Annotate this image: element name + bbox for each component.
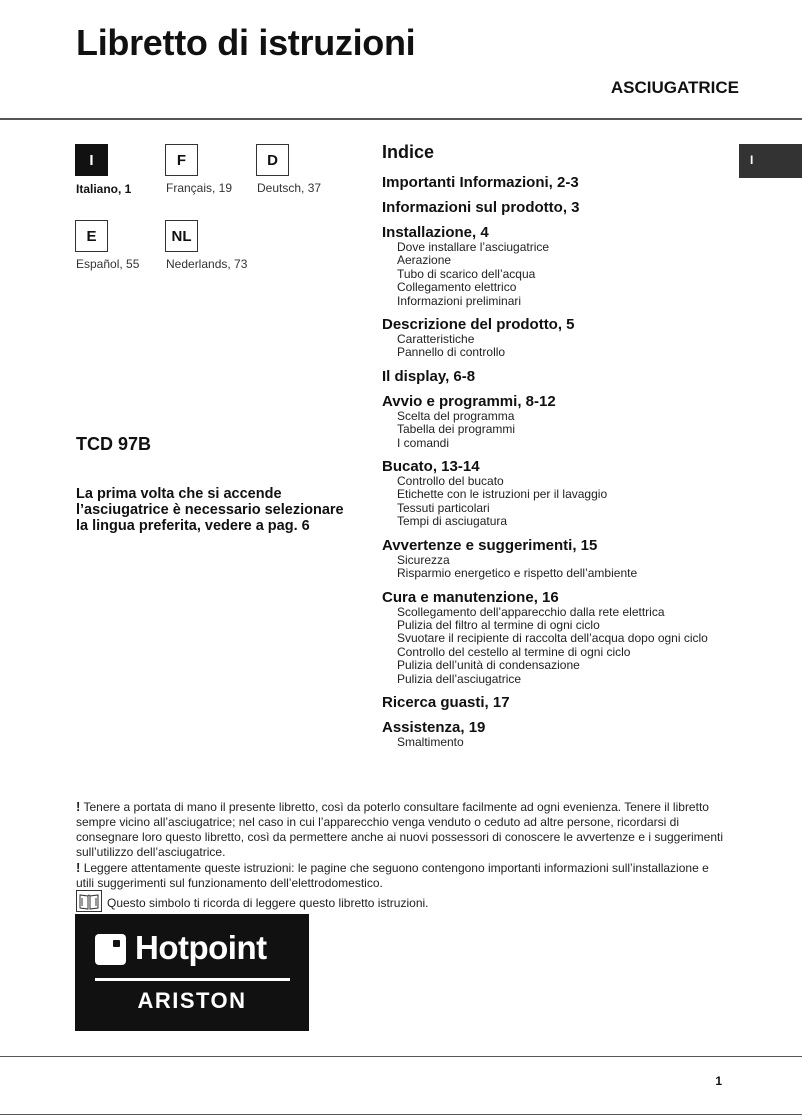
language-dutch-label[interactable]: Nederlands, 73 [166,257,248,271]
toc-item[interactable]: I comandi [397,435,450,450]
logo-sub-text: ARISTON [137,988,247,1013]
toc-section-title[interactable]: Assistenza, 19 [382,718,486,736]
toc-section-title[interactable]: Avvertenze e suggerimenti, 15 [382,536,598,554]
language-german-label[interactable]: Deutsch, 37 [257,181,322,195]
toc-item[interactable]: Tempi di asciugatura [397,514,508,529]
toc-section-title[interactable]: Ricerca guasti, 17 [382,693,510,711]
toc-section-title[interactable]: Il display, 6-8 [382,367,476,385]
open-book-icon [76,890,102,912]
warning-mark-icon: ! [76,799,81,814]
toc-heading: Indice [382,142,435,162]
toc-section-laundry [382,458,742,529]
language-dutch-button[interactable]: NL [165,220,198,252]
toc-item[interactable]: Tessuti particolari [397,500,490,515]
book-symbol-note: Questo simbolo ti ricorda di leggere questo libretto istruzioni. [107,896,429,910]
toc-section-display [382,368,742,385]
toc-section-assistance [382,719,742,749]
toc-item[interactable]: Scollegamento dell’apparecchio dalla rete elettrica [397,604,665,619]
toc-item[interactable]: Aerazione [397,253,452,268]
toc-item[interactable]: Controllo del cestello al termine di ogni ciclo [397,644,631,659]
toc-item[interactable]: Sicurezza [397,552,450,567]
language-german-button[interactable]: D [256,144,289,176]
language-tab-marker: I [739,144,802,178]
toc-section-maintenance [382,589,742,686]
toc-item[interactable]: Controllo del bucato [397,474,504,489]
toc-item[interactable]: Tubo di scarico dell’acqua [397,266,536,281]
header-divider [0,118,802,120]
warning-keep-manual: ! Tenere a portata di mano il presente libretto, così da poterlo consultare facilmente ad ogni evenienza. Tenere il libretto sempre vicino all’asciugatrice; nel caso in cui l’apparecchio venga venduto o ceduto ad altre persone, ricordarsi di consegnare loro questo libretto, così da permettere anche ai nuovi possessori di conoscere le avvertenze e i suggerimenti sull’utilizzo dell’asciugatrice. [76,799,724,859]
toc-item[interactable]: Informazioni preliminari [397,293,522,308]
toc-item[interactable]: Smaltimento [397,734,464,749]
page-number: 1 [715,1074,722,1088]
logo-square-icon [95,934,126,965]
toc-section-product-description [382,316,742,360]
toc-section-programs [382,393,742,450]
toc-section-title[interactable]: Descrizione del prodotto, 5 [382,316,575,334]
language-italian-button[interactable]: I [75,144,108,176]
toc-item[interactable]: Pulizia del filtro al termine di ogni ciclo [397,617,600,632]
hotpoint-ariston-logo [75,914,309,1031]
toc-item[interactable]: Svuotare il recipiente di raccolta dell’acqua dopo ogni ciclo [397,631,708,646]
toc-section-title[interactable]: Avvio e programmi, 8-12 [382,392,556,410]
logo-brand-text: Hotpoint [135,929,267,966]
language-french-button[interactable]: F [165,144,198,176]
toc-section-title[interactable]: Installazione, 4 [382,224,489,241]
toc-section-title[interactable]: Cura e manutenzione, 16 [382,588,559,606]
language-spanish-label[interactable]: Español, 55 [76,257,140,271]
toc-section-title[interactable]: Informazioni sul prodotto, 3 [382,199,580,216]
toc-item[interactable]: Dove installare l’asciugatrice [397,240,550,254]
warning-mark-icon: ! [76,860,81,875]
toc-item[interactable]: Scelta del programma [397,408,515,423]
language-spanish-button[interactable]: E [75,220,108,252]
toc-section-important-info [382,174,742,191]
model-number: TCD 97B [76,434,152,454]
warning-read-instructions: ! Leggere attentamente queste istruzioni: le pagine che seguono contengono importanti informazioni sull’installazione e utili suggerimenti sul funzionamento dell’elettrodomestico. [76,860,709,890]
warnings-block [76,799,726,891]
page-bottom-divider [0,1114,802,1115]
toc-section-troubleshooting [382,694,742,711]
toc-item[interactable]: Tabella dei programmi [397,422,516,437]
logo-divider [95,978,290,981]
toc-item[interactable]: Risparmio energetico e rispetto dell’ambiente [397,566,638,581]
toc-item[interactable]: Pannello di controllo [397,345,506,360]
language-italian-label[interactable]: Italiano, 1 [76,182,132,196]
toc-item[interactable]: Pulizia dell’unità di condensazione [397,658,580,673]
toc-item[interactable]: Caratteristiche [397,332,475,347]
product-type: ASCIUGATRICE [610,78,739,97]
toc-section-warnings [382,537,742,581]
toc-section-title[interactable]: Bucato, 13-14 [382,458,480,476]
footer-divider [0,1056,802,1057]
toc-item[interactable]: Etichette con le istruzioni per il lavaggio [397,487,608,502]
document-title: Libretto di istruzioni [76,22,416,63]
language-french-label[interactable]: Français, 19 [166,181,233,195]
toc-section-product-info [382,199,742,216]
table-of-contents [382,142,742,757]
first-use-notice: La prima volta che si accende l’asciugatrice è necessario selezionare la lingua preferita, vedere a pag. 6 [76,486,344,534]
toc-section-installation [382,224,742,308]
toc-section-title[interactable]: Importanti Informazioni, 2-3 [382,174,579,191]
toc-item[interactable]: Pulizia dell’asciugatrice [397,671,522,686]
toc-item[interactable]: Collegamento elettrico [397,280,517,295]
